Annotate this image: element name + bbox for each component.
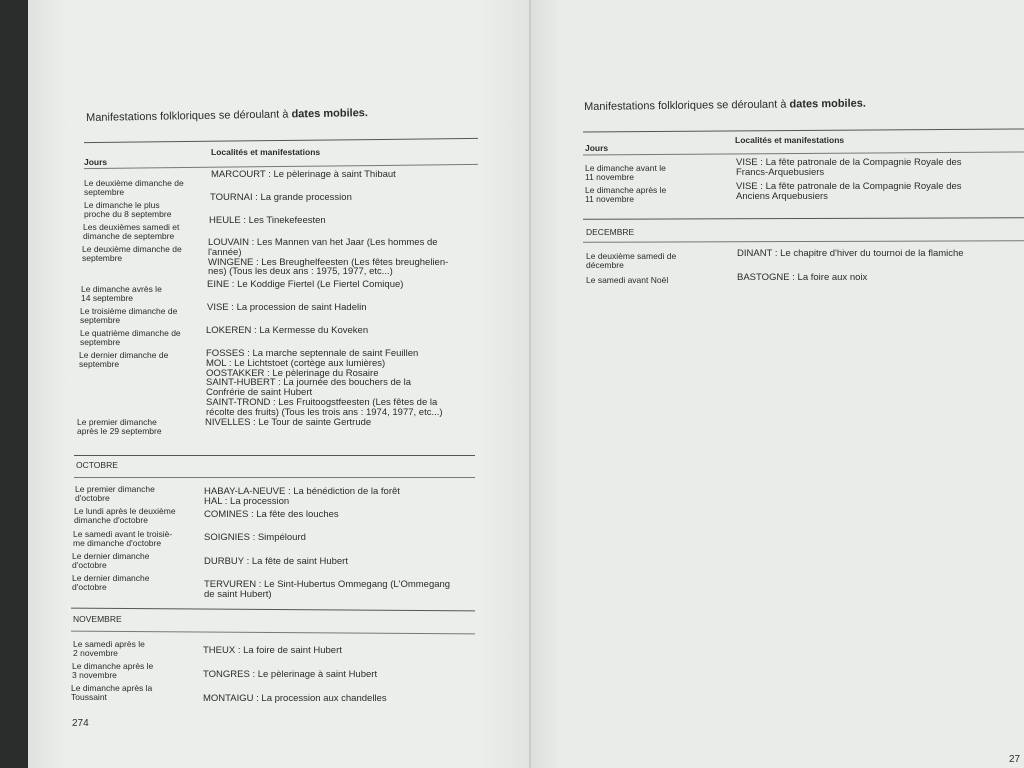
column-header-jours: Jours: [585, 143, 609, 153]
row-date: Le dimanche après la Toussaint: [71, 683, 153, 702]
month-octobre: OCTOBRE: [76, 460, 118, 470]
row-event: VISE : La procession de saint Hadelin: [207, 302, 367, 313]
row-event: FOSSES : La marche septennale de saint Feuillen MOL : Le Lichtstoet (cortège aux lumières) OOSTAKKER : Le pèlerinage du Rosaire SAINT-HUBERT : La journée des bouchers de la Confrérie de saint Hubert SAINT-TROND : Les Fruitoogstfeesten (Les fêtes de la récolte des fruits) (Tous les trois ans : 1974, 1977, etc...): [206, 348, 443, 418]
row-event: MONTAIGU : La procession aux chandelles: [203, 693, 387, 704]
row-date: Le premier dimanche d'octobre: [75, 484, 155, 503]
row-date: Le premier dimanche après le 29 septembre: [77, 417, 162, 436]
right-page: [531, 0, 1024, 768]
row-date: Le samedi avant le troisiè- me dimanche d'octobre: [73, 529, 173, 548]
row-date: Le dimanche le plus proche du 8 septembre: [84, 200, 172, 219]
row-event: TONGRES : Le pèlerinage à saint Hubert: [203, 669, 378, 680]
month-rule: [583, 240, 1024, 243]
row-event: LOUVAIN : Les Mannen van het Jaar (Les hommes de l'année) WINGENE : Les Breughelfeesten (Les fêtes breughelien- nes) (Tous les deux ans : 1975, 1977, etc...): [208, 237, 449, 278]
row-date: Le deuxième samedi de décembre: [586, 251, 677, 270]
header-rule: [583, 151, 1024, 155]
row-date: Le dimanche après le 3 novembre: [72, 661, 154, 680]
row-event: EINE : Le Koddige Fiertel (Le Fiertel Comique): [207, 279, 404, 290]
row-date: Le deuxième dimanche de septembre: [82, 244, 182, 263]
row-event: TERVUREN : Le Sint-Hubertus Ommegang (L'Ommegang de saint Hubert): [204, 579, 451, 600]
row-date: Le dernier dimanche d'octobre: [72, 551, 150, 570]
table-top-rule: [84, 138, 478, 143]
row-date: Le dimanche avant le 11 novembre: [585, 163, 666, 182]
row-event: SOIGNIES : Simpélourd: [204, 532, 306, 543]
row-date: Le samedi avant Noël: [586, 275, 669, 285]
month-novembre: NOVEMBRE: [73, 614, 122, 624]
month-decembre: DECEMBRE: [586, 227, 635, 237]
row-event: THEUX : La foire de saint Hubert: [203, 645, 342, 656]
heading-bold-text: dates mobiles.: [291, 107, 369, 121]
row-date: Le dernier dimanche de septembre: [79, 350, 169, 369]
column-header-jours: Jours: [84, 157, 108, 167]
heading-text: Manifestations folkloriques se déroulant à: [86, 108, 292, 124]
row-event: VISE : La fête patronale de la Compagnie Royale des Anciens Arquebusiers: [736, 181, 962, 202]
left-page: [28, 0, 530, 768]
row-event: BASTOGNE : La foire aux noix: [737, 272, 868, 283]
section-rule: [74, 455, 475, 456]
month-rule: [74, 477, 475, 478]
row-date: Le lundi après le deuxième dimanche d'octobre: [74, 506, 176, 525]
row-event: DINANT : Le chapitre d'hiver du tournoi de la flamiche: [737, 248, 964, 259]
row-date: Le deuxième dimanche de septembre: [84, 178, 184, 197]
column-header-localites: Localités et manifestations: [735, 135, 845, 145]
row-event: HABAY-LA-NEUVE : La bénédiction de la forêt HAL : La procession: [204, 486, 400, 507]
row-date: Les deuxièmes samedi et dimanche de septembre: [83, 222, 180, 241]
page-heading: [584, 98, 866, 113]
page-heading: [86, 107, 368, 124]
heading-text: Manifestations folkloriques se déroulant à: [584, 98, 790, 113]
row-date: Le dimanche avrès le 14 septembre: [81, 284, 162, 303]
row-date: Le dernier dimanche d'octobre: [72, 573, 150, 592]
column-header-localites: Localités et manifestations: [211, 147, 321, 157]
table-top-rule: [583, 128, 1024, 132]
row-event: DURBUY : La fête de saint Hubert: [204, 556, 348, 567]
row-event: COMINES : La fête des louches: [204, 509, 339, 520]
heading-bold-text: dates mobiles.: [789, 97, 867, 111]
row-date: Le troisième dimanche de septembre: [80, 306, 178, 325]
row-event: MARCOURT : Le pèlerinage à saint Thibaut: [211, 169, 396, 180]
row-event: VISE : La fête patronale de la Compagnie Royale des Francs-Arquebusiers: [736, 157, 962, 178]
month-rule: [71, 631, 475, 635]
page-number: 274: [72, 718, 89, 729]
row-date: Le dimanche après le 11 novembre: [585, 185, 667, 204]
page-number: 27: [1009, 754, 1021, 765]
section-rule: [71, 608, 475, 612]
row-event: LOKEREN : La Kermesse du Koveken: [206, 325, 369, 336]
row-date: Le quatrième dimanche de septembre: [80, 328, 181, 347]
row-event: TOURNAI : La grande procession: [210, 192, 352, 203]
row-date: Le samedi après le 2 novembre: [73, 639, 145, 658]
section-rule: [583, 217, 1024, 220]
row-event: NIVELLES : Le Tour de sainte Gertrude: [205, 417, 372, 428]
row-event: HEULE : Les Tinekefeesten: [209, 215, 326, 226]
